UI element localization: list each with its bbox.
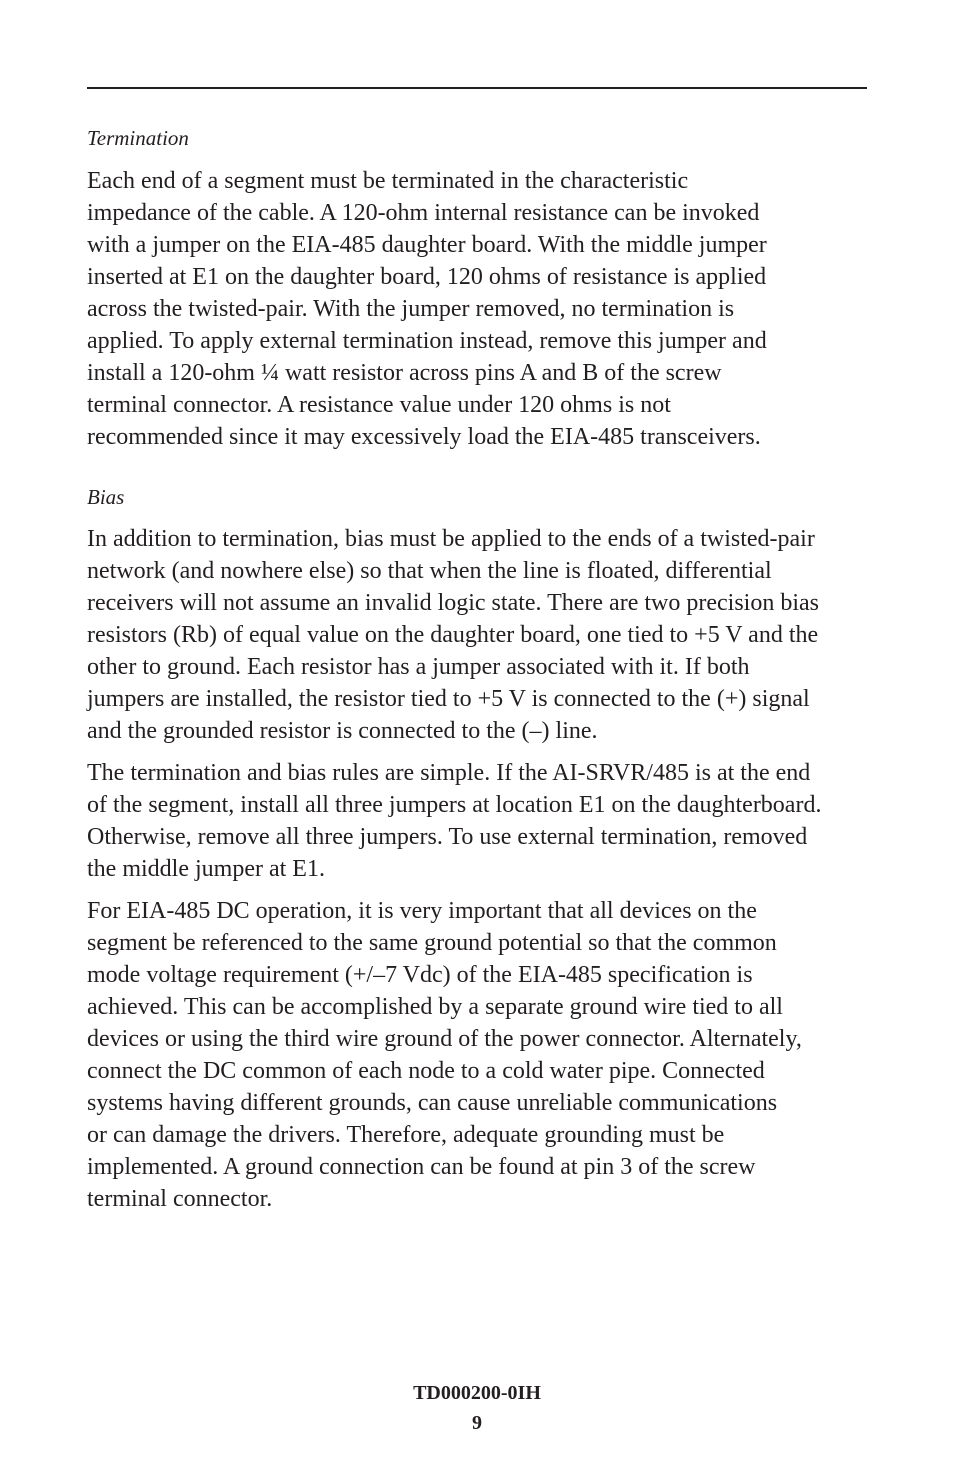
text-line: or can damage the drivers. Therefore, adequate grounding must be <box>87 1122 725 1148</box>
text-line: systems having different grounds, can cause unreliable communications <box>87 1090 778 1116</box>
text-line: Each end of a segment must be terminated in the characteristic <box>87 168 689 194</box>
rules-paragraph <box>87 757 877 885</box>
text-line: In addition to termination, bias must be applied to the ends of a twisted-pair <box>87 526 815 552</box>
text-line: resistors (Rb) of equal value on the daughter board, one tied to +5 V and the <box>87 622 819 648</box>
text-line: achieved. This can be accomplished by a separate ground wire tied to all <box>87 994 783 1020</box>
text-line: mode voltage requirement (+/–7 Vdc) of the EIA-485 specification is <box>87 962 753 988</box>
text-line: other to ground. Each resistor has a jumper associated with it. If both <box>87 654 750 680</box>
text-line: install a 120-ohm ¼ watt resistor across pins A and B of the screw <box>87 360 722 386</box>
header-rule <box>87 87 867 89</box>
text-line: and the grounded resistor is connected to the (–) line. <box>87 718 598 744</box>
text-line: of the segment, install all three jumpers at location E1 on the daughterboard. <box>87 792 822 818</box>
text-line: impedance of the cable. A 120-ohm internal resistance can be invoked <box>87 200 760 226</box>
bias-paragraph <box>87 523 877 747</box>
termination-paragraph <box>87 165 877 453</box>
text-line: For EIA-485 DC operation, it is very important that all devices on the <box>87 898 757 924</box>
text-line: with a jumper on the EIA-485 daughter board. With the middle jumper <box>87 232 767 258</box>
text-line: applied. To apply external termination instead, remove this jumper and <box>87 328 767 354</box>
termination-heading: Termination <box>87 126 189 150</box>
page-footer <box>0 1378 954 1438</box>
bias-heading: Bias <box>87 485 125 509</box>
text-line: connect the DC common of each node to a cold water pipe. Connected <box>87 1058 765 1084</box>
text-line: the middle jumper at E1. <box>87 856 325 882</box>
text-line: across the twisted-pair. With the jumper removed, no termination is <box>87 296 735 322</box>
text-line: segment be referenced to the same ground potential so that the common <box>87 930 777 956</box>
text-line: receivers will not assume an invalid logic state. There are two precision bias <box>87 590 819 616</box>
text-line: terminal connector. A resistance value under 120 ohms is not <box>87 392 671 418</box>
text-line: jumpers are installed, the resistor tied to +5 V is connected to the (+) signal <box>87 686 810 712</box>
grounding-paragraph <box>87 895 877 1215</box>
text-line: inserted at E1 on the daughter board, 120 ohms of resistance is applied <box>87 264 767 290</box>
text-line: terminal connector. <box>87 1186 273 1212</box>
text-line: recommended since it may excessively load the EIA-485 transceivers. <box>87 424 761 450</box>
document-id: TD000200-0IH <box>413 1382 541 1404</box>
text-line: devices or using the third wire ground of the power connector. Alternately, <box>87 1026 802 1052</box>
text-line: implemented. A ground connection can be found at pin 3 of the screw <box>87 1154 756 1180</box>
text-line: network (and nowhere else) so that when the line is floated, differential <box>87 558 772 584</box>
page-number: 9 <box>472 1412 482 1434</box>
text-line: Otherwise, remove all three jumpers. To use external termination, removed <box>87 824 808 850</box>
text-line: The termination and bias rules are simple. If the AI-SRVR/485 is at the end <box>87 760 811 786</box>
